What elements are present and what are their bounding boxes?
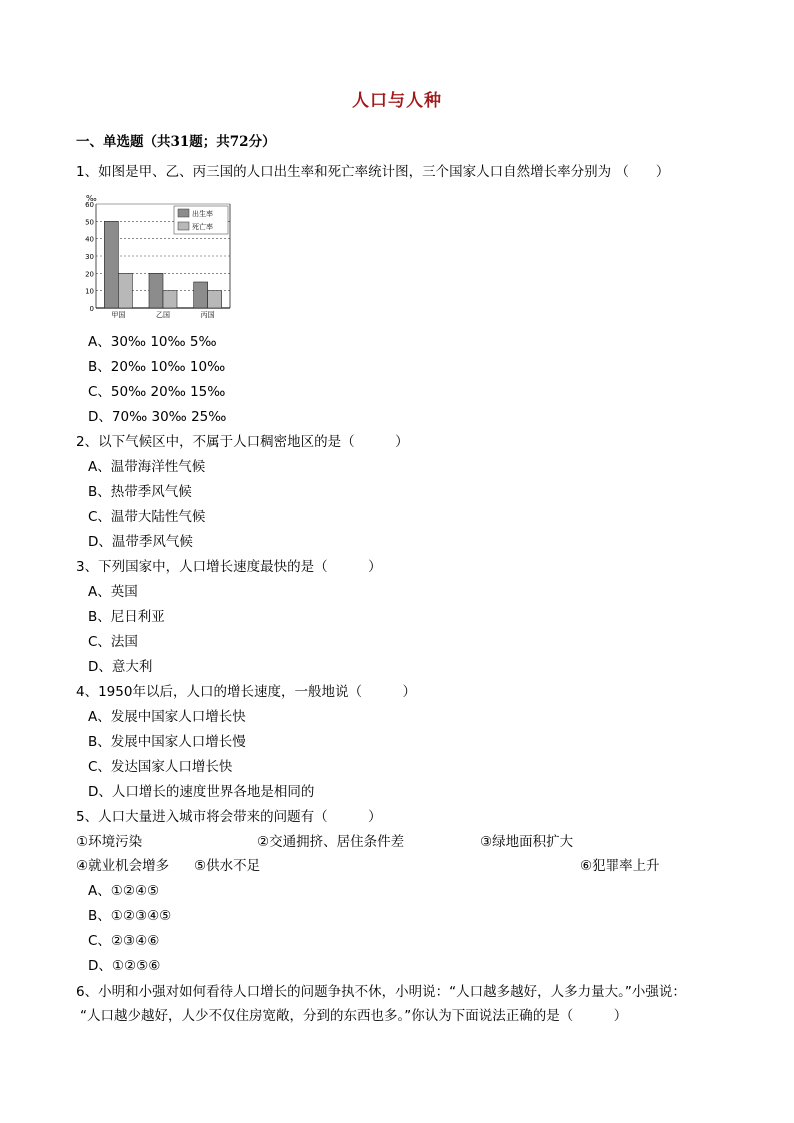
bar bbox=[208, 291, 222, 308]
y-tick-label: 0 bbox=[89, 305, 94, 313]
y-tick-label: 50 bbox=[85, 218, 94, 227]
legend-swatch-death bbox=[178, 222, 189, 230]
q4-option-a[interactable]: A、发展中国家人口增长快 bbox=[88, 709, 246, 725]
birth-death-rate-chart bbox=[82, 194, 238, 322]
y-axis-unit: ‰ bbox=[86, 194, 97, 203]
chart-bars bbox=[104, 221, 221, 308]
x-tick-label: 甲国 bbox=[111, 311, 126, 319]
chart-y-ticks bbox=[85, 201, 94, 313]
q3-option-b[interactable]: B、尼日利亚 bbox=[88, 609, 165, 625]
legend-swatch-birth bbox=[178, 209, 189, 217]
y-tick-label: 60 bbox=[85, 201, 94, 209]
section-heading: 一、单选题（共31题；共72分） bbox=[76, 134, 276, 150]
y-tick-label: 20 bbox=[85, 270, 94, 279]
q3-option-a[interactable]: A、英国 bbox=[88, 584, 138, 600]
q2-option-d[interactable]: D、温带季风气候 bbox=[88, 534, 193, 550]
question-2-stem: 2、以下气候区中，不属于人口稠密地区的是（ ） bbox=[76, 434, 409, 450]
question-5-stem: 5、人口大量进入城市将会带来的问题有（ ） bbox=[76, 809, 382, 825]
q3-option-d[interactable]: D、意大利 bbox=[88, 659, 153, 675]
question-4-stem: 4、1950年以后，人口的增长速度，一般地说（ ） bbox=[76, 684, 416, 700]
q1-option-d[interactable]: D、70‰ 30‰ 25‰ bbox=[88, 409, 227, 425]
q4-option-c[interactable]: C、发达国家人口增长快 bbox=[88, 759, 233, 775]
chart-x-labels bbox=[111, 310, 214, 319]
bar bbox=[194, 282, 208, 308]
x-tick-label: 丙国 bbox=[200, 311, 215, 319]
legend-label-birth: 出生率 bbox=[192, 210, 213, 218]
q2-option-a[interactable]: A、温带海洋性气候 bbox=[88, 459, 206, 475]
document-title: 人口与人种 bbox=[352, 91, 442, 111]
q5-item-4: ④就业机会增多 bbox=[76, 858, 170, 874]
q4-option-b[interactable]: B、发展中国家人口增长慢 bbox=[88, 734, 246, 750]
y-tick-label: 30 bbox=[85, 253, 94, 261]
q2-option-b[interactable]: B、热带季风气候 bbox=[88, 484, 192, 500]
q3-option-c[interactable]: C、法国 bbox=[88, 634, 138, 650]
legend-label-death: 死亡率 bbox=[192, 223, 213, 231]
y-tick-label: 40 bbox=[85, 235, 94, 244]
question-3-stem: 3、下列国家中，人口增长速度最快的是（ ） bbox=[76, 559, 382, 575]
y-tick-label: 10 bbox=[85, 287, 94, 296]
q1-option-b[interactable]: B、20‰ 10‰ 10‰ bbox=[88, 359, 226, 375]
chart-legend bbox=[174, 206, 228, 234]
question-6-stem-line-1: 6、小明和小强对如何看待人口增长的问题争执不休，小明说：“人口越多越好，人多力量大。”小强说： bbox=[76, 984, 686, 1000]
question-1-stem: 1、如图是甲、乙、丙三国的人口出生率和死亡率统计图，三个国家人口自然增长率分别为 （ ） bbox=[76, 164, 670, 180]
q5-item-5: ⑤供水不足 bbox=[194, 858, 261, 874]
q5-option-c[interactable]: C、②③④⑥ bbox=[88, 933, 160, 949]
q5-item-1: ①环境污染 bbox=[76, 834, 143, 850]
bar bbox=[104, 221, 118, 308]
q5-item-3: ③绿地面积扩大 bbox=[480, 834, 574, 850]
x-tick-label: 乙国 bbox=[156, 311, 170, 319]
q2-option-c[interactable]: C、温带大陆性气候 bbox=[88, 509, 206, 525]
q5-option-d[interactable]: D、①②⑤⑥ bbox=[88, 958, 161, 974]
q5-item-2: ②交通拥挤、居住条件差 bbox=[257, 834, 405, 850]
q1-option-a[interactable]: A、30‰ 10‰ 5‰ bbox=[88, 334, 217, 350]
bar bbox=[118, 273, 132, 308]
q5-option-a[interactable]: A、①②④⑤ bbox=[88, 883, 160, 899]
q4-option-d[interactable]: D、人口增长的速度世界各地是相同的 bbox=[88, 784, 315, 800]
q5-item-6: ⑥犯罪率上升 bbox=[580, 858, 660, 874]
bar bbox=[163, 291, 177, 308]
bar bbox=[149, 273, 163, 308]
question-6-stem-line-2: “人口越少越好，人少不仅住房宽敞，分到的东西也多。”你认为下面说法正确的是（ ） bbox=[80, 1008, 628, 1024]
q5-option-b[interactable]: B、①②③④⑤ bbox=[88, 908, 172, 924]
q1-option-c[interactable]: C、50‰ 20‰ 15‰ bbox=[88, 384, 226, 400]
